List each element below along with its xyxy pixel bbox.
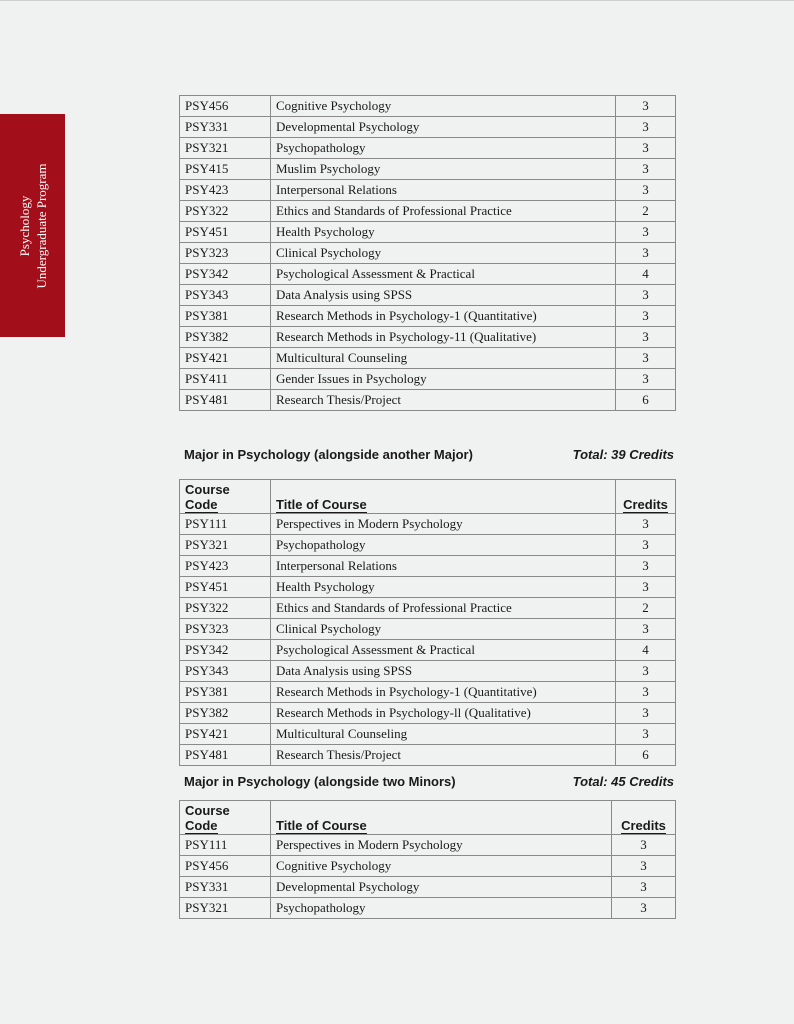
header-code-line1: Course: [185, 482, 230, 497]
course-title: Data Analysis using SPSS: [271, 661, 616, 682]
course-credits: 3: [616, 724, 676, 745]
course-credits: 3: [616, 327, 676, 348]
table-row: [180, 243, 676, 264]
course-credits: 3: [616, 159, 676, 180]
course-code: PSY111: [180, 514, 271, 535]
course-title: Psychopathology: [271, 898, 612, 919]
table-row: [180, 556, 676, 577]
course-credits: 3: [616, 117, 676, 138]
header-course-code: [180, 801, 271, 835]
table-row: [180, 327, 676, 348]
table-row: [180, 835, 676, 856]
side-tab-line1: Psychology: [16, 195, 32, 256]
course-title: Research Methods in Psychology-1 (Quantitative): [271, 682, 616, 703]
table-row: [180, 619, 676, 640]
table-header-row: [180, 480, 676, 514]
header-credits: Credits: [616, 480, 676, 514]
course-credits: 2: [616, 598, 676, 619]
table-row: [180, 306, 676, 327]
table-row: [180, 703, 676, 724]
section-heading-another-major: [184, 447, 674, 465]
course-title: Ethics and Standards of Professional Practice: [271, 598, 616, 619]
course-title: Multicultural Counseling: [271, 724, 616, 745]
course-credits: 3: [616, 661, 676, 682]
course-credits: 3: [616, 577, 676, 598]
course-code: PSY342: [180, 640, 271, 661]
table-row: [180, 369, 676, 390]
course-credits: 3: [616, 96, 676, 117]
course-code: PSY381: [180, 682, 271, 703]
course-code: PSY415: [180, 159, 271, 180]
table-row: [180, 285, 676, 306]
course-credits: 3: [616, 682, 676, 703]
course-title: Ethics and Standards of Professional Practice: [271, 201, 616, 222]
course-title: Health Psychology: [271, 222, 616, 243]
courses-table-continued: [179, 95, 676, 411]
table-row: [180, 577, 676, 598]
course-code: PSY381: [180, 306, 271, 327]
side-tab-line2: Undergraduate Program: [33, 162, 49, 289]
course-title: Muslim Psychology: [271, 159, 616, 180]
section-title: Major in Psychology (alongside two Minors): [184, 774, 456, 789]
course-title: Developmental Psychology: [271, 877, 612, 898]
course-code: PSY323: [180, 619, 271, 640]
course-title: Perspectives in Modern Psychology: [271, 835, 612, 856]
table-row: [180, 222, 676, 243]
course-credits: 3: [616, 285, 676, 306]
course-code: PSY456: [180, 856, 271, 877]
course-credits: 3: [616, 180, 676, 201]
table-row: [180, 117, 676, 138]
header-code-line2: Code: [185, 818, 218, 833]
header-credits: Credits: [612, 801, 676, 835]
header-title: Title of Course: [271, 801, 612, 835]
course-title: Multicultural Counseling: [271, 348, 616, 369]
table-row: [180, 640, 676, 661]
course-title: Developmental Psychology: [271, 117, 616, 138]
table-row: [180, 348, 676, 369]
course-credits: 3: [616, 703, 676, 724]
table-row: [180, 535, 676, 556]
course-credits: 6: [616, 745, 676, 766]
table-row: [180, 514, 676, 535]
course-credits: 3: [616, 243, 676, 264]
table-row: [180, 264, 676, 285]
course-credits: 3: [616, 348, 676, 369]
course-title: Clinical Psychology: [271, 243, 616, 264]
course-code: PSY321: [180, 898, 271, 919]
course-credits: 3: [612, 856, 676, 877]
table-row: [180, 877, 676, 898]
course-credits: 3: [612, 835, 676, 856]
course-code: PSY321: [180, 138, 271, 159]
course-credits: 3: [616, 222, 676, 243]
course-credits: 3: [612, 898, 676, 919]
course-code: PSY481: [180, 745, 271, 766]
course-credits: 3: [616, 369, 676, 390]
course-code: PSY423: [180, 556, 271, 577]
course-code: PSY331: [180, 117, 271, 138]
course-code: PSY342: [180, 264, 271, 285]
header-title: Title of Course: [271, 480, 616, 514]
course-credits: 2: [616, 201, 676, 222]
table-row: [180, 159, 676, 180]
table-row: [180, 138, 676, 159]
course-credits: 4: [616, 640, 676, 661]
course-credits: 3: [612, 877, 676, 898]
course-credits: 3: [616, 514, 676, 535]
course-credits: 3: [616, 619, 676, 640]
course-title: Data Analysis using SPSS: [271, 285, 616, 306]
course-code: PSY411: [180, 369, 271, 390]
course-credits: 3: [616, 138, 676, 159]
course-title: Psychological Assessment & Practical: [271, 640, 616, 661]
course-code: PSY451: [180, 577, 271, 598]
course-title: Clinical Psychology: [271, 619, 616, 640]
side-tab: [0, 114, 65, 337]
course-title: Interpersonal Relations: [271, 180, 616, 201]
side-tab-label: [16, 163, 50, 288]
course-title: Research Methods in Psychology-ll (Qualitative): [271, 703, 616, 724]
course-code: PSY321: [180, 535, 271, 556]
table-row: [180, 745, 676, 766]
header-code-line2: Code: [185, 497, 218, 512]
course-credits: 3: [616, 306, 676, 327]
course-title: Cognitive Psychology: [271, 96, 616, 117]
section-total: Total: 39 Credits: [572, 447, 674, 462]
course-credits: 6: [616, 390, 676, 411]
table-header-row: [180, 801, 676, 835]
course-title: Psychopathology: [271, 535, 616, 556]
table-row: [180, 96, 676, 117]
course-title: Health Psychology: [271, 577, 616, 598]
course-code: PSY323: [180, 243, 271, 264]
table-row: [180, 724, 676, 745]
course-credits: 4: [616, 264, 676, 285]
course-code: PSY421: [180, 348, 271, 369]
header-code-line1: Course: [185, 803, 230, 818]
course-title: Psychological Assessment & Practical: [271, 264, 616, 285]
course-code: PSY343: [180, 661, 271, 682]
course-title: Gender Issues in Psychology: [271, 369, 616, 390]
top-border: [0, 0, 794, 1]
table-row: [180, 201, 676, 222]
section-heading-two-minors: [184, 774, 674, 792]
course-code: PSY456: [180, 96, 271, 117]
course-title: Psychopathology: [271, 138, 616, 159]
course-code: PSY343: [180, 285, 271, 306]
table-row: [180, 390, 676, 411]
table-row: [180, 180, 676, 201]
course-title: Research Thesis/Project: [271, 390, 616, 411]
course-title: Cognitive Psychology: [271, 856, 612, 877]
table-row: [180, 898, 676, 919]
courses-table-another-major: [179, 479, 676, 766]
course-code: PSY421: [180, 724, 271, 745]
course-credits: 3: [616, 535, 676, 556]
course-title: Research Methods in Psychology-11 (Qualitative): [271, 327, 616, 348]
course-title: Research Thesis/Project: [271, 745, 616, 766]
course-code: PSY382: [180, 327, 271, 348]
course-title: Research Methods in Psychology-1 (Quantitative): [271, 306, 616, 327]
course-code: PSY423: [180, 180, 271, 201]
header-course-code: [180, 480, 271, 514]
course-title: Perspectives in Modern Psychology: [271, 514, 616, 535]
section-title: Major in Psychology (alongside another Major): [184, 447, 473, 462]
table-row: [180, 661, 676, 682]
course-code: PSY331: [180, 877, 271, 898]
course-code: PSY382: [180, 703, 271, 724]
course-code: PSY111: [180, 835, 271, 856]
table-row: [180, 598, 676, 619]
course-code: PSY451: [180, 222, 271, 243]
courses-table-two-minors: [179, 800, 676, 919]
table-row: [180, 682, 676, 703]
section-total: Total: 45 Credits: [572, 774, 674, 789]
course-code: PSY322: [180, 598, 271, 619]
course-code: PSY322: [180, 201, 271, 222]
table-row: [180, 856, 676, 877]
course-code: PSY481: [180, 390, 271, 411]
course-credits: 3: [616, 556, 676, 577]
course-title: Interpersonal Relations: [271, 556, 616, 577]
